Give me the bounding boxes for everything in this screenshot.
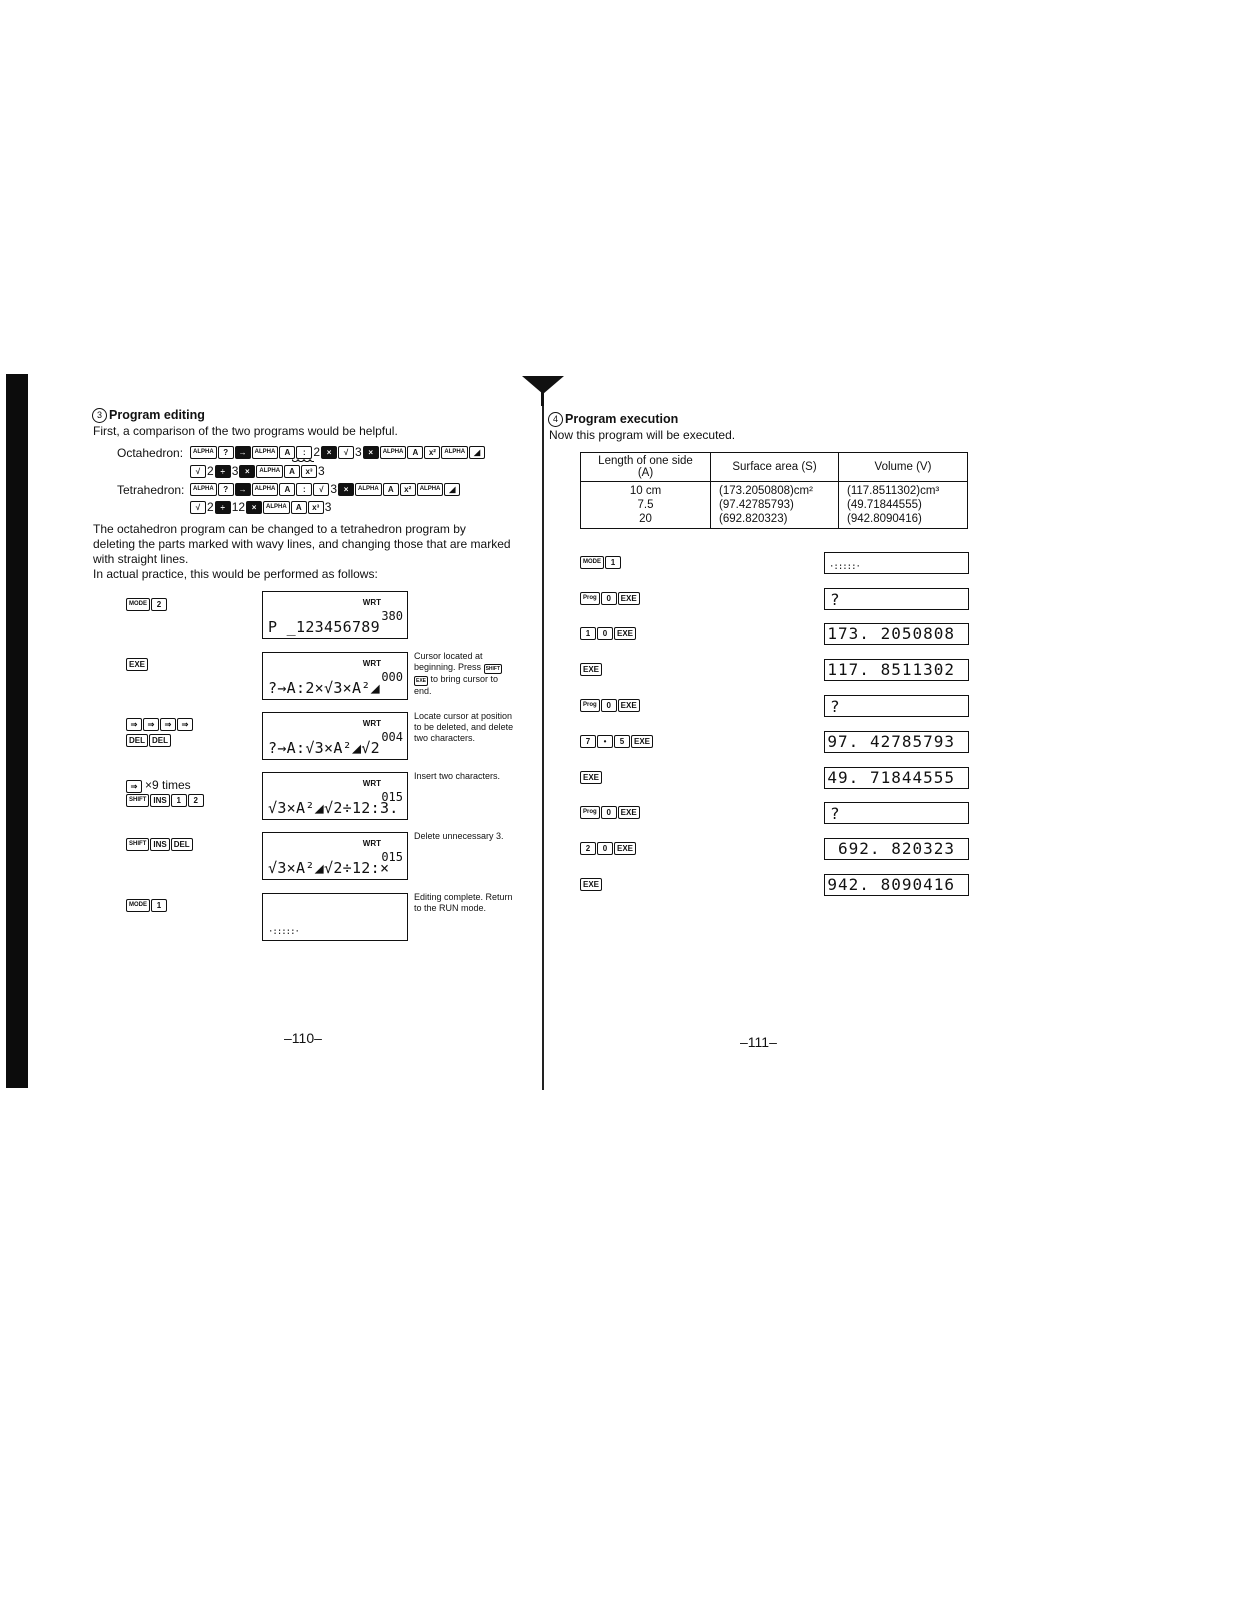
result-display — [824, 838, 969, 860]
length-value: 7.5 — [637, 499, 654, 511]
calculator-key: ALPHA — [190, 446, 217, 459]
calculator-key: INS — [150, 794, 169, 807]
wrt-indicator: WRT — [362, 719, 381, 728]
calculator-key: EXE — [618, 592, 640, 605]
formula-digit: 3 — [355, 445, 362, 459]
calculator-key: × — [338, 483, 354, 496]
calculator-key: A — [383, 483, 399, 496]
results-table — [580, 452, 968, 529]
surface-value: (173.2050808)cm² — [719, 485, 813, 497]
wrt-indicator: WRT — [362, 598, 381, 607]
calculator-key: : — [296, 483, 312, 496]
calculator-key: ALPHA — [380, 446, 407, 459]
calculator-key: DEL — [171, 838, 193, 851]
practice-paragraph: In actual practice, this would be performed as follows: — [93, 567, 378, 581]
step-counter: 015 — [381, 850, 403, 864]
lcd-line: P _123456789 — [268, 618, 380, 636]
section-heading-program-editing — [92, 408, 205, 423]
lcd-display-empty — [262, 893, 408, 941]
calculator-key: EXE — [580, 663, 602, 676]
calculator-key: x³ — [308, 501, 324, 514]
step-keys-line1 — [126, 778, 191, 793]
calculator-key: EXE — [631, 735, 653, 748]
header-surface: Surface area (S) — [711, 453, 839, 482]
result-display — [824, 874, 969, 896]
octahedron-keys-line1 — [190, 446, 485, 459]
calculator-key: ALPHA — [355, 483, 382, 496]
section-number: 4 — [548, 412, 563, 427]
wrt-indicator: WRT — [362, 659, 381, 668]
calculator-key: ⇒ — [177, 718, 193, 731]
lcd-display — [262, 591, 408, 639]
calculator-key: 2 — [580, 842, 596, 855]
calculator-key: 0 — [597, 842, 613, 855]
calculator-key: → — [235, 446, 251, 459]
calculator-key: • — [597, 735, 613, 748]
calculator-key: Prog — [580, 806, 600, 819]
calculator-key: : — [296, 446, 312, 459]
calculator-key: 1 — [171, 794, 187, 807]
calculator-key: × — [321, 446, 337, 459]
calculator-key: MODE — [580, 556, 604, 569]
repeat-text: ×9 times — [145, 778, 191, 792]
calculator-key: Prog — [580, 592, 600, 605]
input-prompt: ? — [830, 590, 841, 609]
binding-strip — [6, 374, 28, 1088]
calculator-key: ALPHA — [256, 465, 283, 478]
section-heading-program-execution — [548, 412, 678, 427]
calculator-key: DEL — [126, 734, 148, 747]
input-prompt: ? — [830, 697, 841, 716]
octahedron-keys-line2 — [190, 465, 325, 478]
section-number: 3 — [92, 408, 107, 423]
calculator-key: √ — [313, 483, 329, 496]
lcd-display — [262, 652, 408, 700]
result-display — [824, 623, 969, 645]
result-value: 97. 42785793 — [827, 732, 955, 751]
calculator-key: EXE — [618, 699, 640, 712]
calculator-key: ALPHA — [441, 446, 468, 459]
calculator-key: √ — [338, 446, 354, 459]
calculator-key: 0 — [597, 627, 613, 640]
calculator-key: MODE — [126, 899, 150, 912]
step-keys-line2 — [126, 794, 204, 807]
result-value: 117. 8511302 — [827, 660, 955, 679]
calculator-key: → — [235, 483, 251, 496]
calculator-key: ALPHA — [252, 446, 279, 459]
result-display — [824, 659, 969, 681]
lcd-line: ?→A:2×√3×A²◢ — [268, 679, 380, 697]
calculator-key: √ — [190, 501, 206, 514]
calculator-key: ? — [218, 483, 234, 496]
step-keys — [580, 592, 640, 605]
result-display — [824, 552, 969, 574]
calculator-key: ◢ — [469, 446, 485, 459]
result-value: 49. 71844555 — [827, 768, 955, 787]
section-title: Program editing — [109, 408, 205, 422]
spine-arrow-stem — [541, 390, 544, 406]
calculator-key: ? — [218, 446, 234, 459]
surface-value: (97.42785793) — [719, 499, 794, 511]
result-display — [824, 802, 969, 824]
page-number-right: –111– — [740, 1034, 777, 1050]
calculator-key: ⇒ — [160, 718, 176, 731]
tetrahedron-keys-line1 — [190, 483, 460, 496]
step-note — [414, 651, 516, 697]
calculator-key: ÷ — [215, 465, 231, 478]
calculator-key: SHIFT — [485, 666, 501, 672]
step-keys — [580, 771, 602, 784]
cursor-indicator: ·:::::· — [829, 562, 860, 572]
calculator-key: × — [239, 465, 255, 478]
note-text: to bring cursor to end. — [414, 674, 499, 696]
formula-digit: 3 — [318, 464, 325, 478]
intro-text: First, a comparison of the two programs would be helpful. — [93, 424, 398, 438]
wavy-mark — [292, 459, 314, 463]
result-value: 173. 2050808 — [827, 624, 955, 643]
calculator-key: 5 — [614, 735, 630, 748]
result-display — [824, 695, 969, 717]
surface-cell — [711, 482, 839, 529]
step-keys — [580, 663, 602, 676]
step-counter: 015 — [381, 790, 403, 804]
calculator-key: SHIFT — [126, 794, 149, 807]
volume-value: (49.71844555) — [847, 499, 922, 511]
result-value: 942. 8090416 — [827, 875, 955, 894]
center-spine — [542, 378, 544, 1090]
calculator-key: 0 — [601, 806, 617, 819]
step-keys — [126, 838, 193, 851]
calculator-key: A — [279, 446, 295, 459]
calculator-key: A — [279, 483, 295, 496]
volume-cell — [839, 482, 968, 529]
calculator-key: ⇒ — [143, 718, 159, 731]
tetrahedron-label: Tetrahedron: — [117, 483, 185, 497]
table-row — [581, 482, 968, 529]
step-keys-line1 — [126, 718, 193, 731]
explanation-paragraph: The octahedron program can be changed to a tetrahedron program by deleting the parts marked with wavy lines, and changing those that are marked with straight lines. — [93, 522, 511, 566]
calculator-key: 1 — [605, 556, 621, 569]
note-text: Cursor located at beginning. Press — [414, 651, 483, 672]
step-keys — [126, 899, 167, 912]
formula-digit: 12 — [231, 500, 246, 514]
calculator-key: A — [284, 465, 300, 478]
lcd-line: √3×A²◢√2÷12:× — [268, 859, 390, 877]
calculator-key: ⇒ — [126, 780, 142, 793]
calculator-key: EXE — [416, 678, 427, 684]
calculator-key: SHIFT — [126, 838, 149, 851]
result-value: 692. 820323 — [838, 839, 955, 858]
result-display — [824, 731, 969, 753]
step-keys — [580, 842, 636, 855]
page-number-left: –110– — [284, 1030, 322, 1046]
calculator-key: MODE — [126, 598, 150, 611]
calculator-key: INS — [150, 838, 169, 851]
step-counter: 004 — [381, 730, 403, 744]
length-value: 20 — [639, 513, 652, 525]
calculator-key: × — [363, 446, 379, 459]
step-keys — [580, 735, 653, 748]
result-display — [824, 767, 969, 789]
calculator-key: A — [291, 501, 307, 514]
volume-value: (117.8511302)cm³ — [847, 485, 940, 497]
formula-digit: 3 — [324, 500, 332, 514]
section-title: Program execution — [565, 412, 679, 426]
calculator-key: ◢ — [444, 483, 460, 496]
lcd-line: √3×A²◢√2÷12:3. — [268, 799, 399, 817]
input-prompt: ? — [830, 804, 841, 823]
calculator-key: Prog — [580, 699, 600, 712]
calculator-key: EXE — [126, 658, 148, 671]
length-cell — [581, 482, 711, 529]
wrt-indicator: WRT — [362, 839, 381, 848]
calculator-key: 0 — [601, 699, 617, 712]
step-keys — [126, 598, 167, 611]
calculator-key: √ — [190, 465, 206, 478]
calculator-key: 2 — [151, 598, 167, 611]
step-keys — [126, 778, 142, 793]
calculator-key: ALPHA — [252, 483, 279, 496]
intro-text: Now this program will be executed. — [549, 428, 736, 442]
step-note: Editing complete. Return to the RUN mode. — [414, 892, 513, 913]
step-keys — [580, 806, 640, 819]
calculator-key: EXE — [614, 627, 636, 640]
calculator-key: 0 — [601, 592, 617, 605]
formula-digit: 3 — [330, 482, 338, 496]
formula-digit: 2 — [207, 464, 214, 478]
header-length: Length of one side (A) — [581, 453, 711, 482]
step-note: Insert two characters. — [414, 771, 501, 781]
step-keys — [580, 627, 636, 640]
step-note: Delete unnecessary 3. — [414, 831, 504, 841]
calculator-key: DEL — [149, 734, 171, 747]
calculator-key: ALPHA — [190, 483, 217, 496]
calculator-key: A — [407, 446, 423, 459]
header-volume: Volume (V) — [839, 453, 968, 482]
calculator-key: ⇒ — [126, 718, 142, 731]
calculator-key: EXE — [618, 806, 640, 819]
wrt-indicator: WRT — [362, 779, 381, 788]
length-value: 10 cm — [629, 485, 662, 497]
calculator-key: ÷ — [215, 501, 231, 514]
step-keys — [580, 699, 640, 712]
lcd-display — [262, 772, 408, 820]
calculator-key: EXE — [580, 878, 602, 891]
calculator-key: 7 — [580, 735, 596, 748]
step-keys — [580, 878, 602, 891]
step-counter: 000 — [381, 670, 403, 684]
step-keys-line2 — [126, 734, 171, 747]
surface-value: (692.820323) — [719, 513, 788, 525]
octahedron-label: Octahedron: — [117, 446, 184, 460]
step-note: Locate cursor at position to be deleted, and delete two characters. — [414, 711, 514, 743]
calculator-key: x² — [400, 483, 416, 496]
volume-value: (942.8090416) — [847, 513, 922, 525]
calculator-key: x³ — [301, 465, 317, 478]
calculator-key: ALPHA — [263, 501, 290, 514]
step-counter: 380 — [381, 609, 403, 623]
calculator-key: x² — [424, 446, 440, 459]
formula-digit: 2 — [207, 500, 214, 514]
calculator-key: × — [246, 501, 262, 514]
step-keys — [580, 556, 621, 569]
formula-digit: 2 — [313, 445, 321, 459]
step-keys — [126, 658, 148, 671]
calculator-key: EXE — [580, 771, 602, 784]
result-display — [824, 588, 969, 610]
calculator-key: 1 — [580, 627, 596, 640]
calculator-key: 2 — [188, 794, 204, 807]
calculator-key: ALPHA — [417, 483, 444, 496]
tetrahedron-keys-line2 — [190, 501, 331, 514]
lcd-display — [262, 832, 408, 880]
lcd-display — [262, 712, 408, 760]
cursor-indicator: ·:::::· — [268, 927, 299, 937]
calculator-key: EXE — [614, 842, 636, 855]
table-header-row — [581, 453, 968, 482]
formula-digit: 3 — [231, 464, 239, 478]
lcd-line: ?→A:√3×A²◢√2 — [268, 739, 380, 757]
calculator-key: 1 — [151, 899, 167, 912]
